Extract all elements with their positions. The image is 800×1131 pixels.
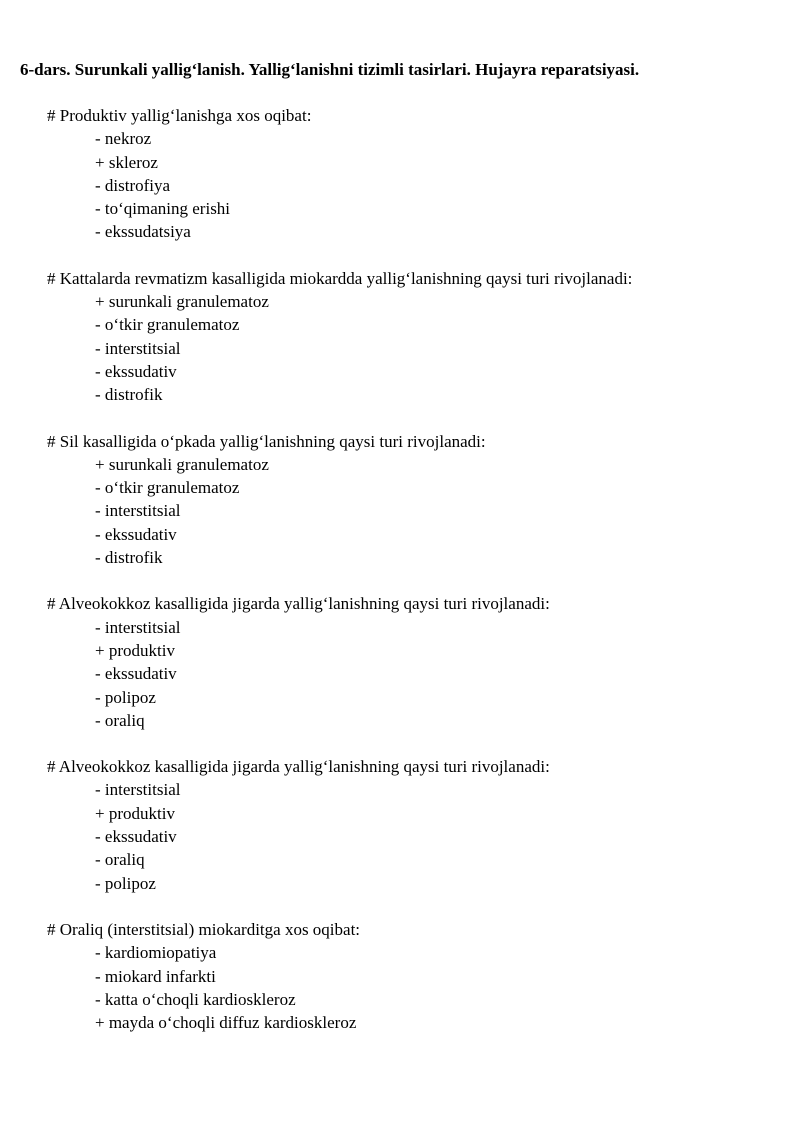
answer-option: - kardiomiopatiya xyxy=(95,943,217,963)
answer-option: - ekssudativ xyxy=(95,524,177,544)
answer-option: - ekssudatsiya xyxy=(95,222,191,242)
answer-option: + mayda o‘choqli diffuz kardioskleroz xyxy=(95,1013,357,1033)
answer-options xyxy=(47,941,787,1034)
answer-option: - ekssudativ xyxy=(95,827,177,847)
answer-option: - polipoz xyxy=(95,873,156,893)
answer-options xyxy=(47,453,787,569)
question-2 xyxy=(47,267,787,407)
answer-option: - miokard infarkti xyxy=(95,966,216,986)
question-text: # Alveokokkoz kasalligida jigarda yallig‘lanishning qaysi turi rivojlanadi: xyxy=(47,594,550,614)
answer-option: - o‘tkir granulematoz xyxy=(95,478,240,498)
answer-option: - o‘tkir granulematoz xyxy=(95,315,240,335)
document-title: 6-dars. Surunkali yallig‘lanish. Yallig‘lanishni tizimli tasirlari. Hujayra reparatsiyasi. xyxy=(20,60,640,79)
question-5 xyxy=(47,755,787,895)
answer-option: - oraliq xyxy=(95,850,145,870)
question-text: # Sil kasalligida o‘pkada yallig‘lanishning qaysi turi rivojlanadi: xyxy=(47,431,486,451)
answer-option: - distrofiya xyxy=(95,175,171,195)
answer-option: - katta o‘choqli kardioskleroz xyxy=(95,989,296,1009)
question-1 xyxy=(47,104,787,244)
answer-option: - ekssudativ xyxy=(95,361,177,381)
answer-option: - distrofik xyxy=(95,548,163,568)
answer-option: - interstitsial xyxy=(95,338,181,358)
answer-option: + surunkali granulematoz xyxy=(95,454,269,474)
answer-option: + surunkali granulematoz xyxy=(95,292,269,312)
answer-option: - interstitsial xyxy=(95,780,181,800)
question-text: # Oraliq (interstitsial) miokarditga xos oqibat: xyxy=(47,919,361,939)
answer-option: - interstitsial xyxy=(95,501,181,521)
answer-option: - distrofik xyxy=(95,385,163,405)
answer-option: - ekssudativ xyxy=(95,664,177,684)
question-3 xyxy=(47,430,787,570)
answer-option: + produktiv xyxy=(95,803,175,823)
answer-options xyxy=(47,290,787,406)
answer-option: + produktiv xyxy=(95,640,175,660)
answer-options xyxy=(47,616,787,732)
question-text: # Kattalarda revmatizm kasalligida miokardda yallig‘lanishning qaysi turi rivojlanadi: xyxy=(47,268,633,288)
question-text: # Alveokokkoz kasalligida jigarda yallig‘lanishning qaysi turi rivojlanadi: xyxy=(47,757,550,777)
question-text: # Produktiv yallig‘lanishga xos oqibat: xyxy=(47,106,312,125)
question-list xyxy=(47,104,787,1057)
answer-option: - polipoz xyxy=(95,687,156,707)
answer-options xyxy=(47,127,787,243)
question-4 xyxy=(47,592,787,732)
answer-option: - interstitsial xyxy=(95,617,181,637)
answer-option: - nekroz xyxy=(95,129,152,149)
answer-option: + skleroz xyxy=(95,152,158,172)
answer-option: - oraliq xyxy=(95,710,145,730)
answer-options xyxy=(47,778,787,894)
question-6 xyxy=(47,918,787,1034)
answer-option: - to‘qimaning erishi xyxy=(95,199,231,219)
